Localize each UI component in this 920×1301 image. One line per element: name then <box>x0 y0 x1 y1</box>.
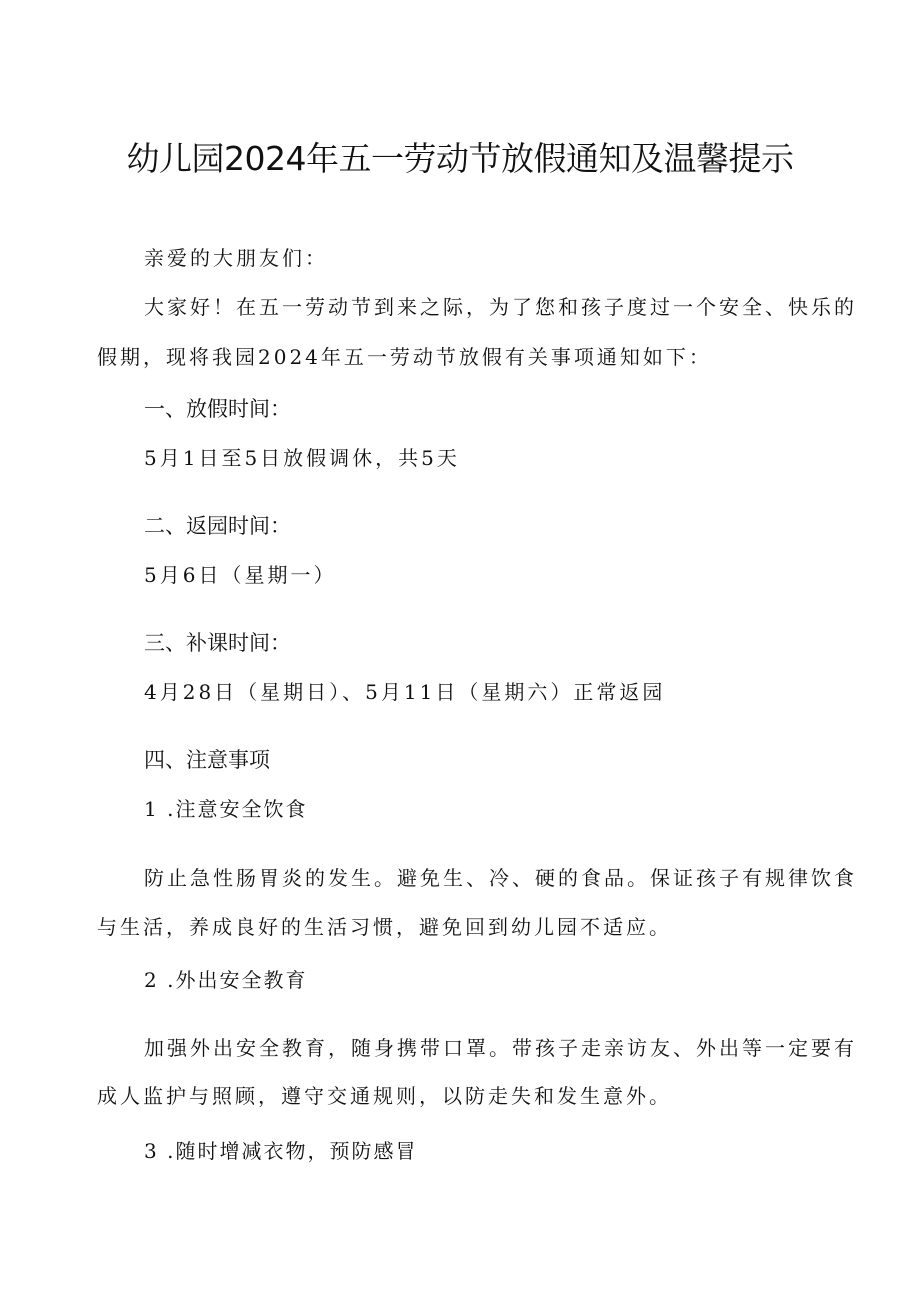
section-heading-holiday-time: 一、放假时间： <box>144 397 291 421</box>
note-2-title: 2 .外出安全教育 <box>144 968 308 992</box>
section-heading-makeup-time: 三、补课时间： <box>144 631 291 655</box>
intro-line-1: 大家好！在五一劳动节到来之际，为了您和孩子度过一个安全、快乐的 <box>144 295 857 319</box>
section-heading-notes: 四、注意事项 <box>144 748 270 772</box>
document-title: 幼儿园2024年五一劳动节放假通知及温馨提示 <box>126 139 794 178</box>
section-content-holiday-time: 5月1日至5日放假调休，共5天 <box>144 446 460 470</box>
note-2-line-1: 加强外出安全教育，随身携带口罩。带孩子走亲访友、外出等一定要有 <box>144 1036 857 1060</box>
greeting: 亲爱的大朋友们： <box>144 246 328 270</box>
note-3-title: 3 .随时增减衣物，预防感冒 <box>144 1139 418 1163</box>
section-content-makeup-time: 4月28日（星期日）、5月11日（星期六）正常返园 <box>144 680 666 704</box>
intro-line-2: 假期，现将我园2024年五一劳动节放假有关事项通知如下： <box>97 345 712 369</box>
note-1-title: 1 .注意安全饮食 <box>144 797 308 821</box>
section-content-return-time: 5月6日（星期一） <box>144 563 337 587</box>
note-1-line-2: 与生活，养成良好的生活习惯，避免回到幼儿园不适应。 <box>97 915 672 939</box>
section-heading-return-time: 二、返园时间： <box>144 514 291 538</box>
note-2-line-2: 成人监护与照顾，遵守交通规则，以防走失和发生意外。 <box>97 1084 672 1108</box>
note-1-line-1: 防止急性肠胃炎的发生。避免生、冷、硬的食品。保证孩子有规律饮食 <box>144 866 857 890</box>
